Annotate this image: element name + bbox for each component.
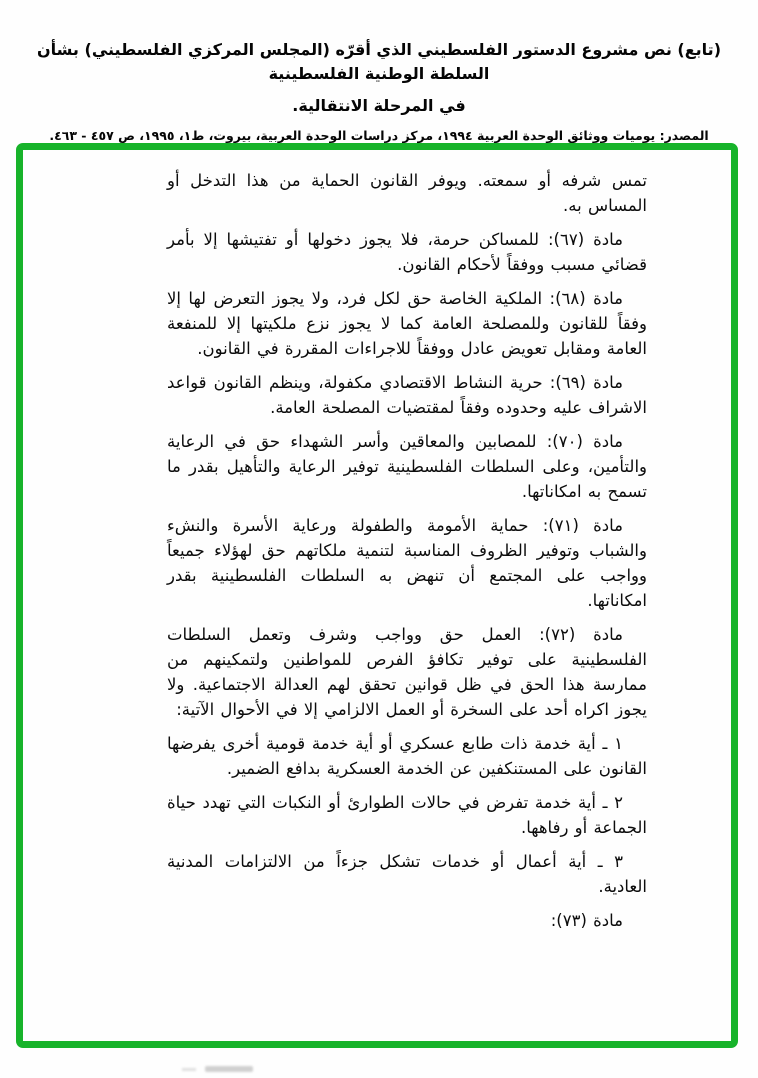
document-title-line-2: في المرحلة الانتقالية. <box>292 96 466 115</box>
article-68-paragraph: مادة (٦٨): الملكية الخاصة حق لكل فرد، ولا يجوز التعرض لها إلا وفقاً للقانون وللمصلحة العامة كما لا يجوز نزع ملكيتها إلا للمنفعة العامة ومقابل تعويض عادل ووفقاً للاجراءات المقررة في القانون. <box>167 289 647 358</box>
document-title-line-1: (تابع) نص مشروع الدستور الفلسطيني الذي أقرّه (المجلس المركزي الفلسطيني) بشأن السلطة الوطنية الفلسطينية <box>36 40 721 83</box>
article-72-paragraph: مادة (٧٢): العمل حق وواجب وشرف وتعمل السلطات الفلسطينية على توفير تكافؤ الفرص للمواطنين ولتمكينهم من ممارسة هذا الحق في ظل قوانين تحقق لهم العدالة الاجتماعية. ولا يجوز اكراه أحد على السخرة أو العمل الالزامي إلا في الأحوال الآتية: <box>167 625 647 719</box>
article-71-paragraph: مادة (٧١): حماية الأمومة والطفولة ورعاية الأسرة والنشء والشباب وتوفير الظروف المناسبة لتنمية ملكاتهم حق لهؤلاء جميعاً وواجب على المجتمع أن تنهض به السلطات الفلسطينية بقدر امكاناتها. <box>167 516 647 610</box>
article-70-paragraph: مادة (٧٠): للمصابين والمعاقين وأسر الشهداء حق في الرعاية والتأمين، وعلى السلطات الفلسطينية توفير الرعاية والتأهيل بقدر ما تسمح به امكاناتها. <box>167 432 647 501</box>
article-text-column <box>167 168 647 942</box>
article-72-list-item-3: ٣ ـ أية أعمال أو خدمات تشكل جزءاً من الالتزامات المدنية العادية. <box>167 852 647 896</box>
article-72-list-item-1: ١ ـ أية خدمة ذات طابع عسكري أو أية خدمة قومية أخرى يفرضها القانون على المستنكفين عن الخدمة العسكرية بدافع الضمير. <box>167 734 647 778</box>
paragraph-continuation: تمس شرفه أو سمعته. ويوفر القانون الحماية من هذا التدخل أو المساس به. <box>167 171 647 215</box>
annotation-highlight-box <box>16 143 738 1048</box>
document-header <box>20 38 738 145</box>
article-67-paragraph: مادة (٦٧): للمساكن حرمة، فلا يجوز دخولها أو تفتيشها إلا بأمر قضائي مسبب ووفقاً لأحكام القانون. <box>167 230 647 274</box>
article-73-heading: مادة (٧٣): <box>550 911 623 930</box>
source-citation: المصدر: يوميات ووثائق الوحدة العربية ١٩٩٤، مركز دراسات الوحدة العربية، بيروت، ط١، ١٩٩٥، ص ٤٥٧ - ٤٦٣. <box>49 128 709 143</box>
article-69-paragraph: مادة (٦٩): حرية النشاط الاقتصادي مكفولة، وينظم القانون قواعد الاشراف عليه وحدوده وفقاً لمقتضيات المصلحة العامة. <box>167 373 647 417</box>
scan-smudge-artifact-small <box>182 1068 196 1071</box>
scan-smudge-artifact <box>205 1066 253 1072</box>
article-72-list-item-2: ٢ ـ أية خدمة تفرض في حالات الطوارئ أو النكبات التي تهدد حياة الجماعة أو رفاهها. <box>167 793 647 837</box>
